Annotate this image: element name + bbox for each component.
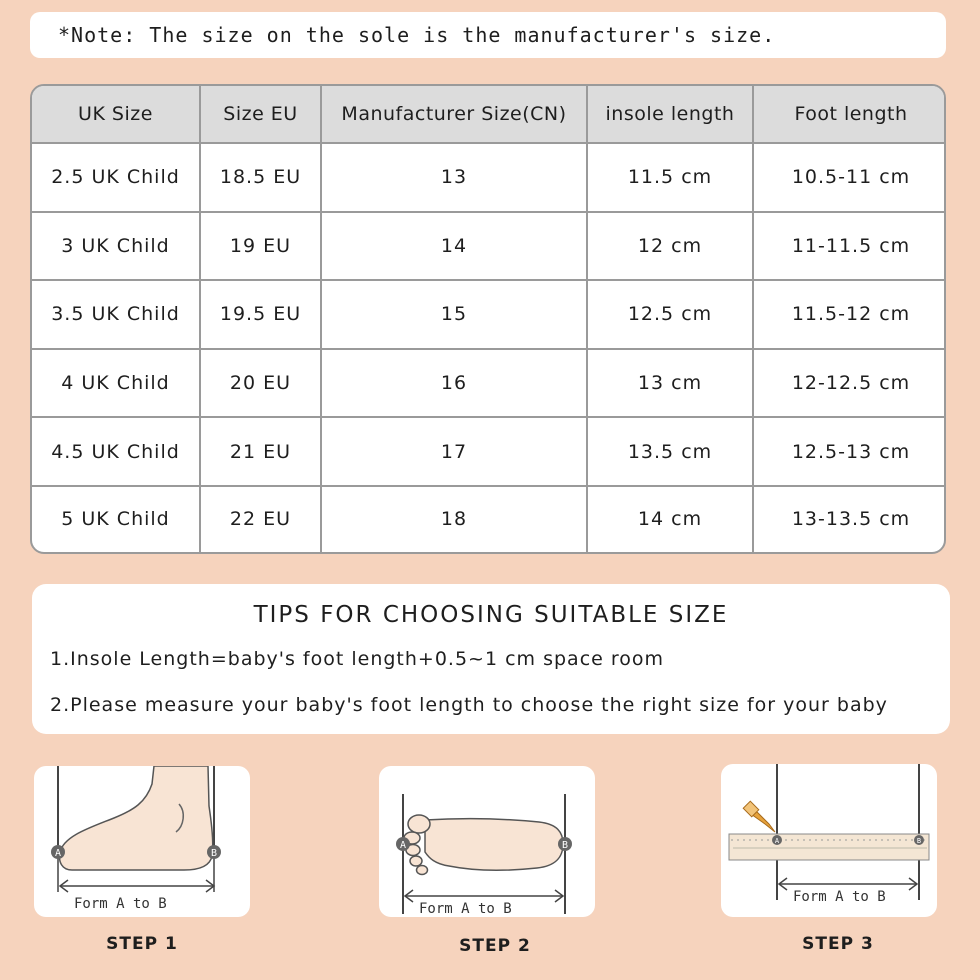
cell-uk-size: 5 UK Child — [32, 486, 200, 552]
table-row — [32, 349, 946, 418]
header-uk-size: UK Size — [32, 86, 200, 143]
cell-size-eu: 20 EU — [200, 349, 321, 418]
cell-foot-length: 13-13.5 cm — [791, 508, 911, 531]
cell-size-eu: 22 EU — [200, 486, 321, 552]
header-insole-length: insole length — [587, 86, 753, 143]
step-2-caption: Form A to B — [419, 901, 512, 917]
ruler-measurement-illustration — [721, 764, 937, 917]
foot-top-view-illustration — [379, 766, 595, 917]
table-header-row — [32, 86, 946, 143]
marker-b-label: B — [210, 848, 218, 859]
cell-manufacturer-size: 16 — [321, 349, 587, 418]
table-row — [32, 280, 946, 349]
cell-uk-size: 4 UK Child — [32, 349, 200, 418]
cell-manufacturer-size: 17 — [321, 417, 587, 486]
cell-foot-length: 11-11.5 cm — [753, 212, 946, 281]
note-text: *Note: The size on the sole is the manufacturer's size. — [58, 23, 776, 47]
cell-size-eu: 19 EU — [200, 212, 321, 281]
tips-panel — [32, 584, 950, 734]
pencil-icon — [743, 801, 775, 832]
step-1-label: STEP 1 — [106, 934, 178, 954]
marker-a-label: A — [54, 848, 62, 859]
foot-side-view-illustration — [34, 766, 250, 917]
cell-uk-size: 3 UK Child — [32, 212, 200, 281]
cell-manufacturer-size: 15 — [321, 280, 587, 349]
cell-insole-length: 12 cm — [587, 212, 753, 281]
cell-uk-size: 2.5 UK Child — [32, 143, 200, 212]
step-2-label: STEP 2 — [459, 936, 531, 956]
cell-insole-length: 11.5 cm — [587, 143, 753, 212]
table-row — [32, 417, 946, 486]
cell-manufacturer-size: 14 — [321, 212, 587, 281]
header-manufacturer-size: Manufacturer Size(CN) — [321, 86, 587, 143]
table-row — [32, 486, 946, 552]
tip-item: 1.Insole Length=baby's foot length+0.5~1 cm space room — [50, 648, 665, 670]
cell-uk-size: 3.5 UK Child — [32, 280, 200, 349]
cell-insole-length: 13.5 cm — [587, 417, 753, 486]
cell-foot-length: 11.5-12 cm — [753, 280, 946, 349]
tips-title: TIPS FOR CHOOSING SUITABLE SIZE — [253, 602, 729, 628]
ruler-icon — [729, 834, 929, 860]
step-3-label: STEP 3 — [802, 934, 874, 954]
cell-size-eu: 21 EU — [200, 417, 321, 486]
size-table — [30, 84, 946, 554]
step-1-illustration — [34, 766, 250, 917]
cell-foot-length: 10.5-11 cm — [753, 143, 946, 212]
step-3-caption: Form A to B — [793, 889, 886, 905]
step-3-illustration — [721, 764, 937, 917]
note-banner — [30, 12, 946, 58]
cell-size-eu: 18.5 EU — [200, 143, 321, 212]
cell-manufacturer-size: 13 — [321, 143, 587, 212]
marker-a-label: A — [399, 840, 407, 851]
step-2-illustration — [379, 766, 595, 917]
header-size-eu: Size EU — [200, 86, 321, 143]
cell-foot-length: 12-12.5 cm — [753, 349, 946, 418]
table-row — [32, 143, 946, 212]
step-1-caption: Form A to B — [74, 896, 167, 912]
cell-insole-length: 14 cm — [587, 486, 753, 552]
cell-insole-length: 13 cm — [587, 349, 753, 418]
cell-manufacturer-size: 18 — [321, 486, 587, 552]
cell-foot-length: 12.5-13 cm — [753, 417, 946, 486]
tip-item: 2.Please measure your baby's foot length to choose the right size for your baby — [50, 694, 888, 716]
cell-insole-length: 12.5 cm — [587, 280, 753, 349]
table-row — [32, 212, 946, 281]
marker-b-label: B — [561, 840, 569, 851]
cell-uk-size: 4.5 UK Child — [32, 417, 200, 486]
cell-size-eu: 19.5 EU — [200, 280, 321, 349]
marker-b-label: B — [916, 837, 922, 845]
header-foot-length: Foot length — [753, 86, 946, 143]
marker-a-label: A — [774, 837, 780, 845]
